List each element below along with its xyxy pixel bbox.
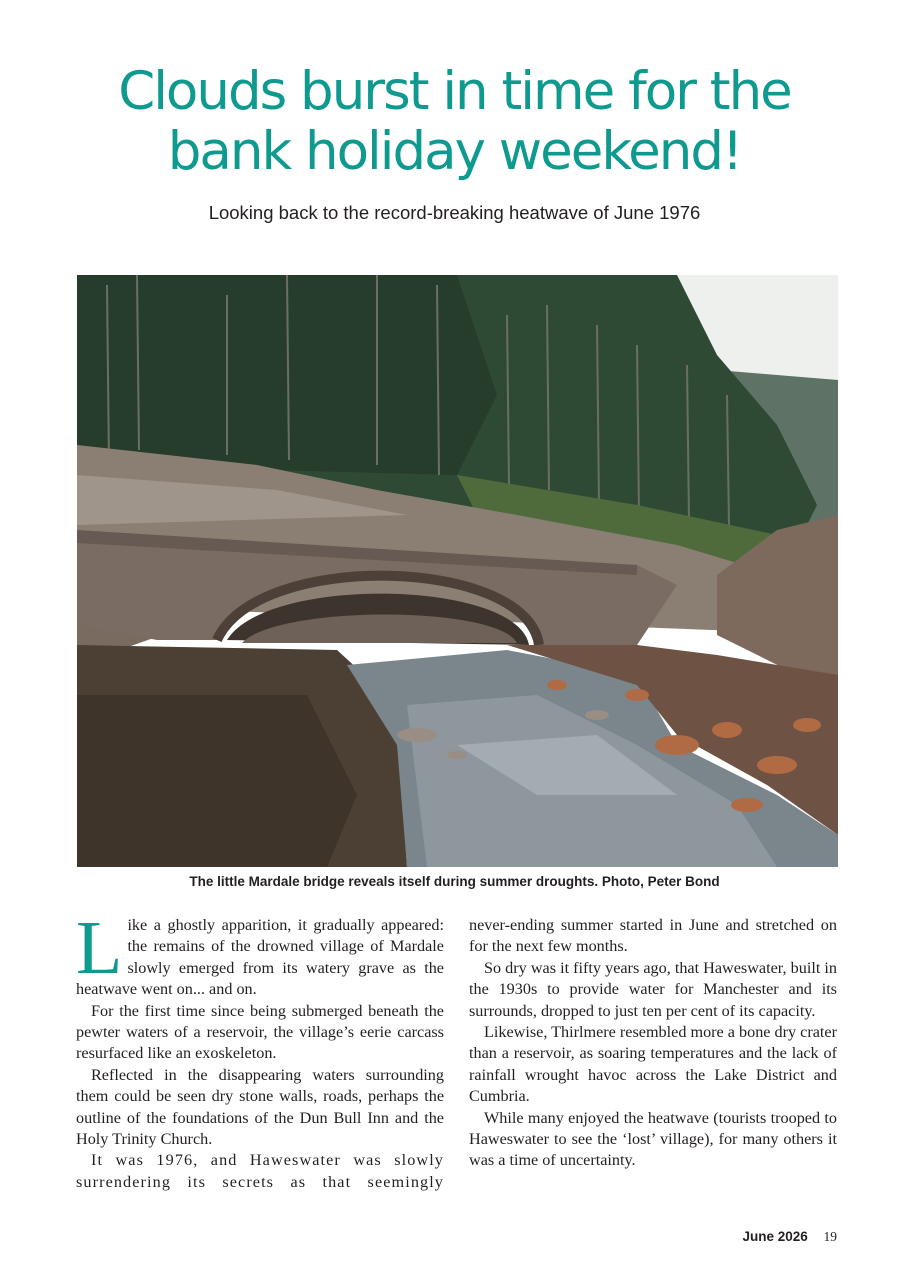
article-column-left bbox=[76, 906, 444, 1193]
bridge-photo bbox=[77, 275, 838, 867]
issue-date: June 2026 bbox=[742, 1229, 808, 1244]
title-line-1: Clouds burst in time for the bbox=[118, 61, 791, 122]
drop-cap: L bbox=[76, 906, 123, 990]
title-line-2: bank holiday weekend! bbox=[167, 121, 742, 182]
paragraph-4: It was 1976, and Haweswater was slowly surrendering its secrets as that seemingly bbox=[76, 1151, 444, 1191]
paragraph-3: Reflected in the disappearing waters surrounding them could be seen dry stone walls, roads, perhaps the outline of the foundations of the Dun Bull Inn and the Holy Trinity Church. bbox=[76, 1065, 444, 1149]
subtitle: Looking back to the record-breaking heatwave of June 1976 bbox=[208, 202, 701, 223]
article-column-right bbox=[469, 915, 837, 1172]
paragraph-5: never-ending summer started in June and stretched on for the next few months. bbox=[469, 916, 837, 956]
paragraph-1 bbox=[76, 906, 444, 1001]
page-number: 19 bbox=[823, 1229, 837, 1244]
page-footer bbox=[742, 1229, 837, 1245]
paragraph-1-text: ike a ghostly apparition, it gradually appeared: the remains of the drowned village of Mardale slowly emerged from its watery grave as the heatwave went on... and on. bbox=[76, 916, 444, 999]
paragraph-6: So dry was it fifty years ago, that Haweswater, built in the 1930s to provide water for Manchester and its surrounds, dropped to just ten per cent of its capacity. bbox=[469, 958, 837, 1020]
paragraph-2: For the first time since being submerged beneath the pewter waters of a reservoir, the village’s eerie carcass resurfaced like an exoskeleton. bbox=[76, 1001, 444, 1063]
paragraph-8: While many enjoyed the heatwave (tourists trooped to Haweswater to see the ‘lost’ village), for many others it was a time of uncertainty. bbox=[469, 1108, 837, 1170]
page-title bbox=[40, 62, 869, 182]
photo-caption: The little Mardale bridge reveals itself during summer droughts. Photo, Peter Bond bbox=[189, 874, 720, 889]
paragraph-7: Likewise, Thirlmere resembled more a bone dry crater than a reservoir, as soaring temperatures and the lack of rainfall wrought havoc across the Lake District and Cumbria. bbox=[469, 1023, 837, 1106]
